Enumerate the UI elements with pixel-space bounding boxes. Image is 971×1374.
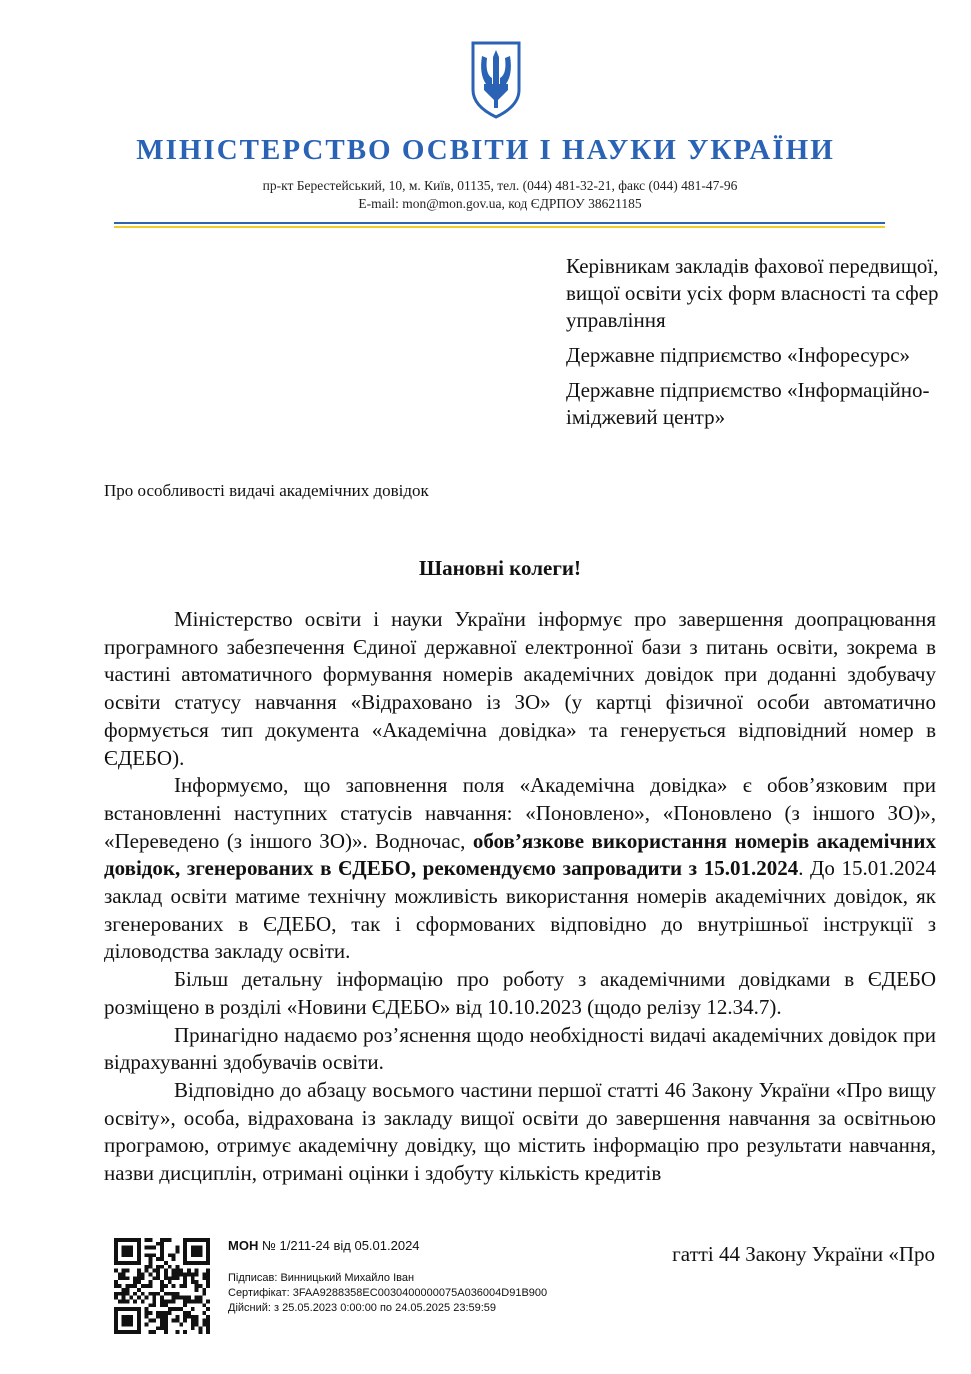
body-paragraph: Принагідно надаємо роз’яснення щодо необхідності видачі академічних довідок при відрахуванні здобувачів освіти.: [104, 1022, 936, 1075]
letter-body: [104, 606, 936, 1188]
recipient: Державне підприємство «Інфоресурс»: [566, 343, 911, 367]
body-continuation: гатті 44 Закону України «Про: [672, 1242, 935, 1266]
body-text: Інформуємо, що заповнення поля «Академічна довідка» є обов’язковим при встановленні наступних статусів навчання: «Поновлено», «Поновлено (з іншого ЗО)», «Переведено (з іншого ЗО)». Водночас,: [104, 773, 936, 853]
recipients-block: [566, 253, 946, 439]
validity: Дійсний: з 25.05.2023 0:00:00 по 24.05.2025 23:59:59: [228, 1302, 497, 1314]
ukraine-trident-icon: [470, 40, 522, 120]
signature-org: МОН: [228, 1238, 259, 1253]
electronic-signature-stamp: [228, 1238, 547, 1316]
recipient: Керівникам закладів фахової передвищої, вищої освіти усіх форм власності та сфер управління: [566, 254, 939, 332]
ministry-address: пр-кт Берестейський, 10, м. Київ, 01135, тел. (044) 481-32-21, факс (044) 481-47-96: [262, 178, 738, 193]
header-divider-yellow: [114, 226, 885, 228]
qr-code-icon: [114, 1238, 210, 1334]
body-paragraph: Відповідно до абзацу восьмого частини першої статті 46 Закону України «Про вищу освіту», особа, відрахована із закладу вищої освіти до завершення навчання за освітньою програмою, отримує академічну довідку, що містить інформацію про результати навчання, назви дисциплін, отримані оцінки і здобуту кількість кредитів: [104, 1077, 936, 1186]
recipient: Державне підприємство «Інформаційно-іміджевий центр»: [566, 378, 930, 429]
ministry-title: МІНІСТЕРСТВО ОСВІТИ І НАУКИ УКРАЇНИ: [136, 134, 835, 166]
registration-number: № 1/211-24 від 05.01.2024: [258, 1238, 420, 1253]
signer: Підписав: Винницький Михайло Іван: [228, 1272, 415, 1284]
header-divider-blue: [114, 222, 885, 224]
letter-greeting: Шановні колеги!: [419, 556, 581, 580]
body-paragraph: Міністерство освіти і науки України інформує про завершення доопрацювання програмного забезпечення Єдиної державної електронної бази з питань освіти, зокрема в частині автоматичного формування номерів академічних довідок при доданні здобувачу освіти статусу навчання «Відраховано із ЗО» (у картці фізичної особи автоматично формується тип документа «Академічна довідка» та генерується відповідний номер в ЄДЕБО).: [104, 607, 936, 770]
body-paragraph: Більш детальну інформацію про роботу з академічними довідками в ЄДЕБО розміщено в розділі «Новини ЄДЕБО» від 10.10.2023 (щодо релізу 12.34.7).: [104, 967, 936, 1019]
letter-subject: Про особливості видачі академічних довідок: [104, 481, 429, 500]
certificate: Сертифікат: 3FAA9288358EC0030400000075A036004D91B900: [228, 1287, 548, 1299]
body-paragraph: [104, 772, 936, 966]
body-text: . До 15.01.2024 заклад освіти матиме технічну можливість використання номерів академічних довідок, як згенерованих в ЄДЕБО, так і сформованих відповідно до внутрішньої інструкції з діловодства закладу освіти.: [104, 856, 936, 964]
body-bold-text: обов’язкове використання номерів академічних довідок, згенерованих в ЄДЕБО, рекомендуємо запровадити з 15.01.2024: [104, 828, 936, 881]
ministry-contacts: E-mail: mon@mon.gov.ua, код ЄДРПОУ 38621185: [358, 196, 642, 211]
